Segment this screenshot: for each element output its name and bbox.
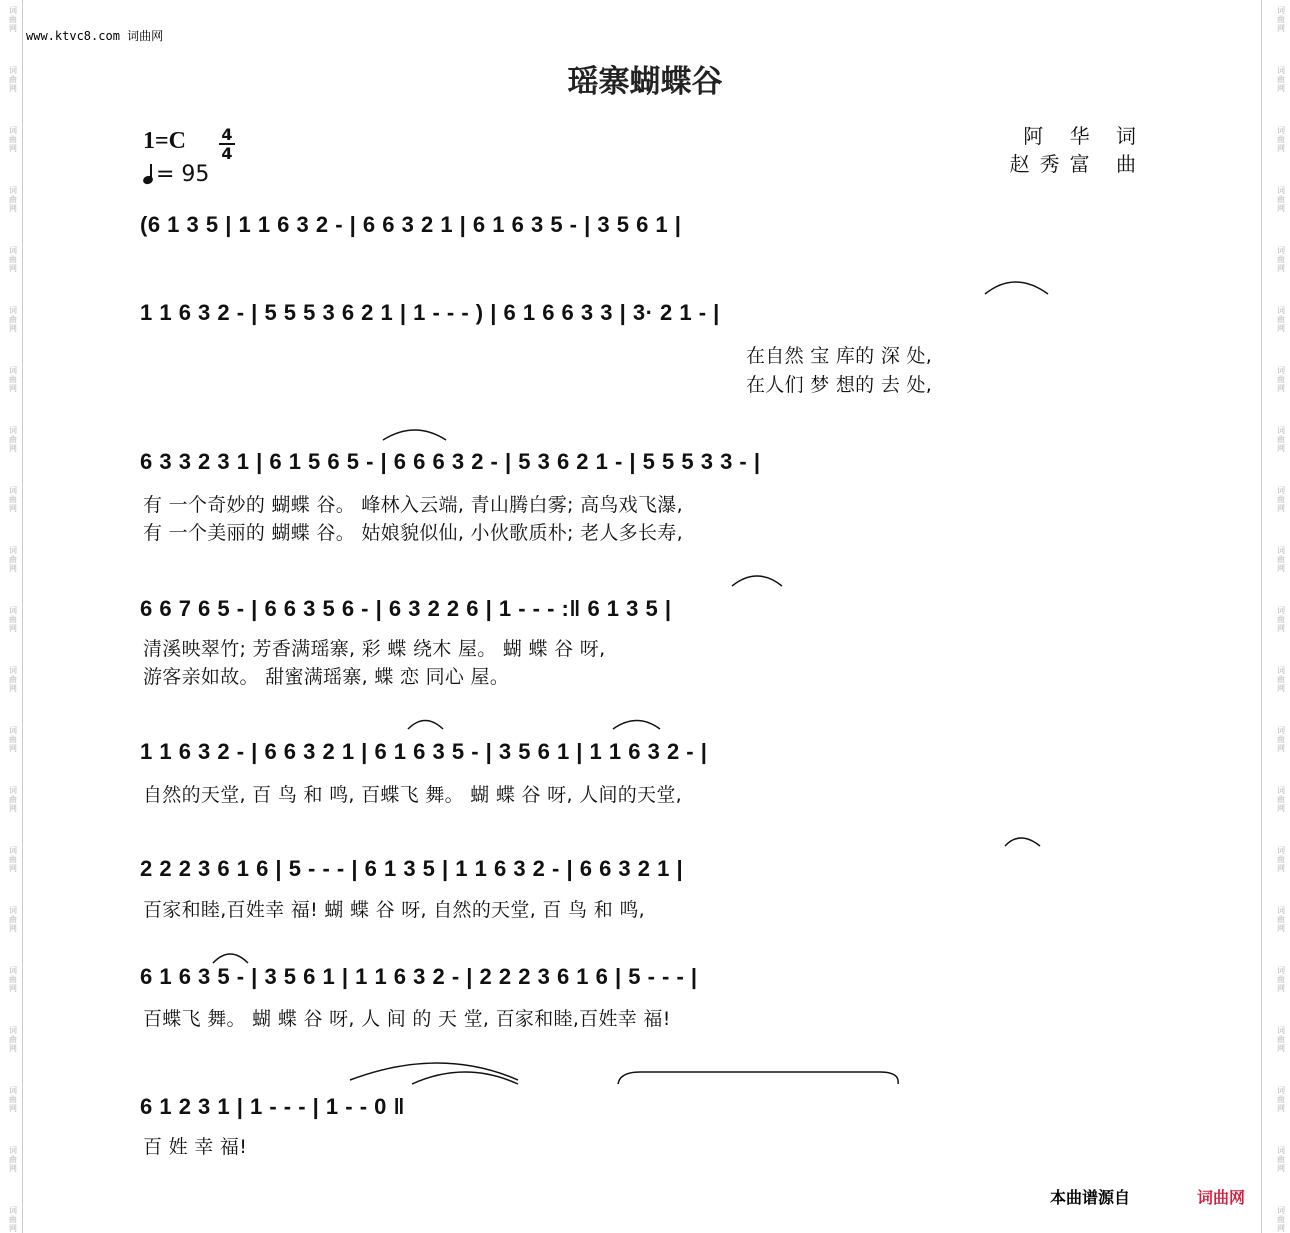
slur-mark — [408, 721, 443, 730]
side-watermark-text: 词 曲 网 — [1277, 966, 1285, 993]
side-watermark-text: 词 曲 网 — [9, 846, 17, 873]
notation-system-6: 2 2 2 3 6 1 6 | 5 - - - | 6 1 3 5 | 1 1 6 3 2 - | 6 6 3 2 1 | — [140, 856, 684, 881]
side-watermark-text: 词 曲 网 — [9, 66, 17, 93]
side-watermark-text: 词 曲 网 — [9, 306, 17, 333]
lyrics-verse-2-line-2: 有 一个美丽的 蝴蝶 谷。 姑娘貌似仙, 小伙歌质朴; 老人多长寿, — [143, 522, 683, 544]
side-watermark-text: 词 曲 网 — [1277, 606, 1285, 633]
side-watermark-text: 词 曲 网 — [9, 6, 17, 33]
side-watermark-text: 词 曲 网 — [1277, 546, 1285, 573]
side-watermark-text: 词 曲 网 — [1277, 906, 1285, 933]
lyrics-verse-2-line-1: 在人们 梦 想的 去 处, — [746, 374, 933, 396]
lyrics-chorus-line-1: 自然的天堂, 百 鸟 和 鸣, 百蝶飞 舞。 蝴 蝶 谷 呀, 人间的天堂, — [143, 784, 682, 806]
side-watermark-text: 词 曲 网 — [1277, 246, 1285, 273]
notation-system-1: (6 1 3 5 | 1 1 6 3 2 - | 6 6 3 2 1 | 6 1 6 3 5 - | 3 5 6 1 | — [140, 212, 682, 237]
slur-mark — [732, 576, 782, 586]
side-watermark-text: 词 曲 网 — [9, 126, 17, 153]
footer-source-label: 本曲谱源自 — [1050, 1188, 1131, 1207]
side-watermark-text: 词 曲 网 — [9, 486, 17, 513]
slur-mark — [985, 282, 1048, 294]
side-watermark-text: 词 曲 网 — [1277, 6, 1285, 33]
side-watermark-text: 词 曲 网 — [9, 906, 17, 933]
lyrics-verse-1-line-1: 在自然 宝 库的 深 处, — [746, 345, 933, 367]
side-watermark-text: 词 曲 网 — [1277, 66, 1285, 93]
notation-system-8: 6 1 2 3 1 | 1 - - - | 1 - - 0 ‖ — [140, 1094, 405, 1119]
side-watermark-text: 词 曲 网 — [9, 186, 17, 213]
slur-mark — [350, 1063, 518, 1080]
lyrics-chorus-line-3: 百蝶飞 舞。 蝴 蝶 谷 呀, 人 间 的 天 堂, 百家和睦,百姓幸 福! — [143, 1008, 671, 1030]
lyrics-chorus-line-2: 百家和睦,百姓幸 福! 蝴 蝶 谷 呀, 自然的天堂, 百 鸟 和 鸣, — [143, 899, 645, 921]
page-title: 瑶寨蝴蝶谷 — [567, 64, 723, 100]
slur-mark — [1005, 838, 1040, 846]
side-watermark-text: 词 曲 网 — [1277, 786, 1285, 813]
lyrics-ending: 百 姓 幸 福! — [143, 1136, 248, 1158]
notation-system-5: 1 1 6 3 2 - | 6 6 3 2 1 | 6 1 6 3 5 - | 3 5 6 1 | 1 1 6 3 2 - | — [140, 739, 708, 764]
lyrics-verse-2-line-3: 游客亲如故。 甜蜜满瑶寨, 蝶 恋 同心 屋。 — [143, 666, 510, 688]
side-watermark-text: 词 曲 网 — [1277, 1146, 1285, 1173]
notation-system-4: 6 6 7 6 5 - | 6 6 3 5 6 - | 6 3 2 2 6 | 1 - - - :‖ 6 1 3 5 | — [140, 596, 672, 621]
side-watermark-text: 词 曲 网 — [9, 666, 17, 693]
side-watermark-text: 词 曲 网 — [9, 1146, 17, 1173]
key-signature: 1=C — [143, 128, 187, 154]
lyrics-verse-1-line-2: 有 一个奇妙的 蝴蝶 谷。 峰林入云端, 青山腾白雾; 高鸟戏飞瀑, — [143, 494, 683, 516]
composer-credit: 赵秀富 曲 — [1009, 152, 1146, 176]
notation-system-7: 6 1 6 3 5 - | 3 5 6 1 | 1 1 6 3 2 - | 2 2 2 3 6 1 6 | 5 - - - | — [140, 964, 698, 989]
side-watermark-text: 词 曲 网 — [1277, 726, 1285, 753]
side-watermark-text: 词 曲 网 — [1277, 186, 1285, 213]
side-watermark-text: 词 曲 网 — [1277, 1086, 1285, 1113]
lyrics-verse-1-line-3: 清溪映翠竹; 芳香满瑶寨, 彩 蝶 绕木 屋。 蝴 蝶 谷 呀, — [143, 638, 606, 660]
notation-system-2: 1 1 6 3 2 - | 5 5 5 3 6 2 1 | 1 - - - ) | 6 1 6 6 3 3 | 3· 2 1 - | — [140, 300, 720, 325]
time-signature-top: 4 — [221, 125, 233, 144]
site-label: www.ktvc8.com 词曲网 — [26, 29, 164, 43]
lyricist-credit: 阿 华 词 — [1023, 124, 1146, 148]
side-watermark-text: 词 曲 网 — [1277, 1206, 1285, 1233]
side-watermark-text: 词 曲 网 — [9, 1026, 17, 1053]
footer-brand-link[interactable]: 词曲网 — [1197, 1188, 1246, 1207]
side-watermark-text: 词 曲 网 — [9, 1206, 17, 1233]
side-watermark-text: 词 曲 网 — [1277, 426, 1285, 453]
side-watermark-text: 词 曲 网 — [1277, 126, 1285, 153]
side-watermark-text: 词 曲 网 — [9, 246, 17, 273]
side-watermark-text: 词 曲 网 — [1277, 666, 1285, 693]
side-watermark-text: 词 曲 网 — [1277, 366, 1285, 393]
time-signature-bottom: 4 — [221, 144, 233, 163]
slur-mark — [613, 721, 660, 730]
side-watermark-text: 词 曲 网 — [9, 366, 17, 393]
slur-mark — [383, 430, 446, 440]
side-watermark-text: 词 曲 网 — [9, 606, 17, 633]
side-watermark-text: 词 曲 网 — [1277, 846, 1285, 873]
slur-mark — [213, 954, 248, 963]
side-watermark-text: 词 曲 网 — [9, 1086, 17, 1113]
side-watermark-text: 词 曲 网 — [1277, 486, 1285, 513]
side-watermark-text: 词 曲 网 — [1277, 306, 1285, 333]
side-watermark-text: 词 曲 网 — [9, 786, 17, 813]
side-watermark-text: 词 曲 网 — [1277, 1026, 1285, 1053]
side-watermark-text: 词 曲 网 — [9, 966, 17, 993]
notation-system-3: 6 3 3 2 3 1 | 6 1 5 6 5 - | 6 6 6 3 2 - | 5 3 6 2 1 - | 5 5 5 3 3 - | — [140, 449, 761, 474]
side-watermark-text: 词 曲 网 — [9, 546, 17, 573]
side-watermark-text: 词 曲 网 — [9, 726, 17, 753]
slur-mark — [618, 1072, 898, 1084]
side-watermark-text: 词 曲 网 — [9, 426, 17, 453]
tempo-value: = 95 — [156, 162, 210, 187]
